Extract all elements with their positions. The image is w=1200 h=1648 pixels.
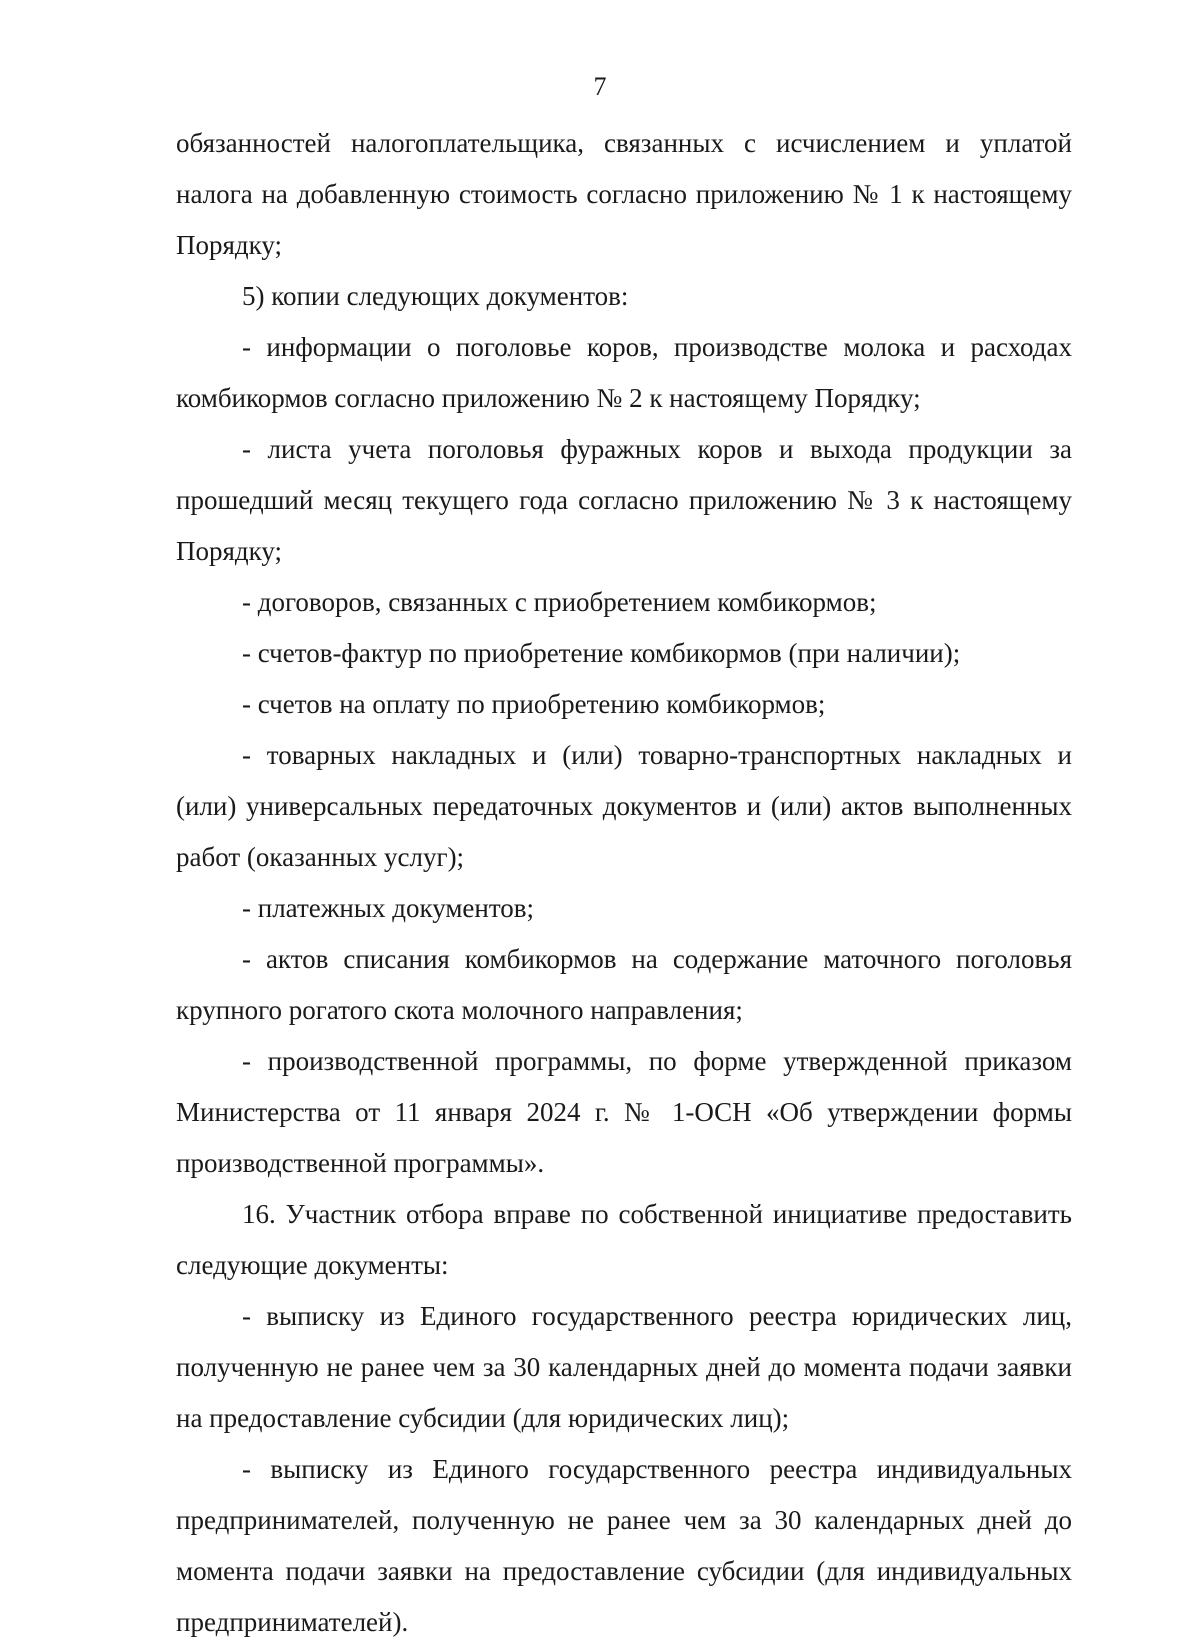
paragraph-production-program: - производственной программы, по форме утвержденной приказом Министерства от 11 января 2024 г. № 1-ОСН «Об утверждении формы производственной программы». <box>176 1046 1072 1178</box>
paragraph-contracts: - договоров, связанных с приобретением комбикормов; <box>242 587 877 617</box>
document-body <box>176 118 1072 1648</box>
paragraph-document-copies-heading: 5) копии следующих документов: <box>242 281 629 311</box>
paragraph-waybills: - товарных накладных и (или) товарно-транспортных накладных и (или) универсальных передаточных документов и (или) актов выполненных работ (оказанных услуг); <box>176 740 1072 872</box>
paragraph-write-off-acts: - актов списания комбикормов на содержание маточного поголовья крупного рогатого скота молочного направления; <box>176 944 1072 1025</box>
paragraph-legal-entities-extract: - выписку из Единого государственного реестра юридических лиц, полученную не ранее чем за 30 календарных дней до момента подачи заявки на предоставление субсидии (для юридических лиц); <box>176 1301 1072 1433</box>
page-number: 7 <box>593 72 607 101</box>
paragraph-forage-cows-sheet: - листа учета поголовья фуражных коров и выхода продукции за прошедший месяц текущего года согласно приложению № 3 к настоящему Порядку; <box>176 434 1072 566</box>
paragraph-payment-documents: - платежных документов; <box>242 893 535 923</box>
paragraph-livestock-info: - информации о поголовье коров, производстве молока и расходах комбикормов согласно приложению № 2 к настоящему Порядку; <box>176 332 1072 413</box>
paragraph-vat-obligations: обязанностей налогоплательщика, связанных с исчислением и уплатой налога на добавленную стоимость согласно приложению № 1 к настоящему Порядку; <box>176 128 1072 260</box>
paragraph-invoices: - счетов-фактур по приобретение комбикормов (при наличии); <box>242 638 961 668</box>
paragraph-entrepreneurs-extract: - выписку из Единого государственного реестра индивидуальных предпринимателей, полученную не ранее чем за 30 календарных дней до момента подачи заявки на предоставление субсидии (для индивидуальных предпринимателей). <box>176 1454 1072 1637</box>
paragraph-payment-bills: - счетов на оплату по приобретению комбикормов; <box>242 689 826 719</box>
paragraph-section-16: 16. Участник отбора вправе по собственной инициативе предоставить следующие документы: <box>176 1199 1072 1280</box>
